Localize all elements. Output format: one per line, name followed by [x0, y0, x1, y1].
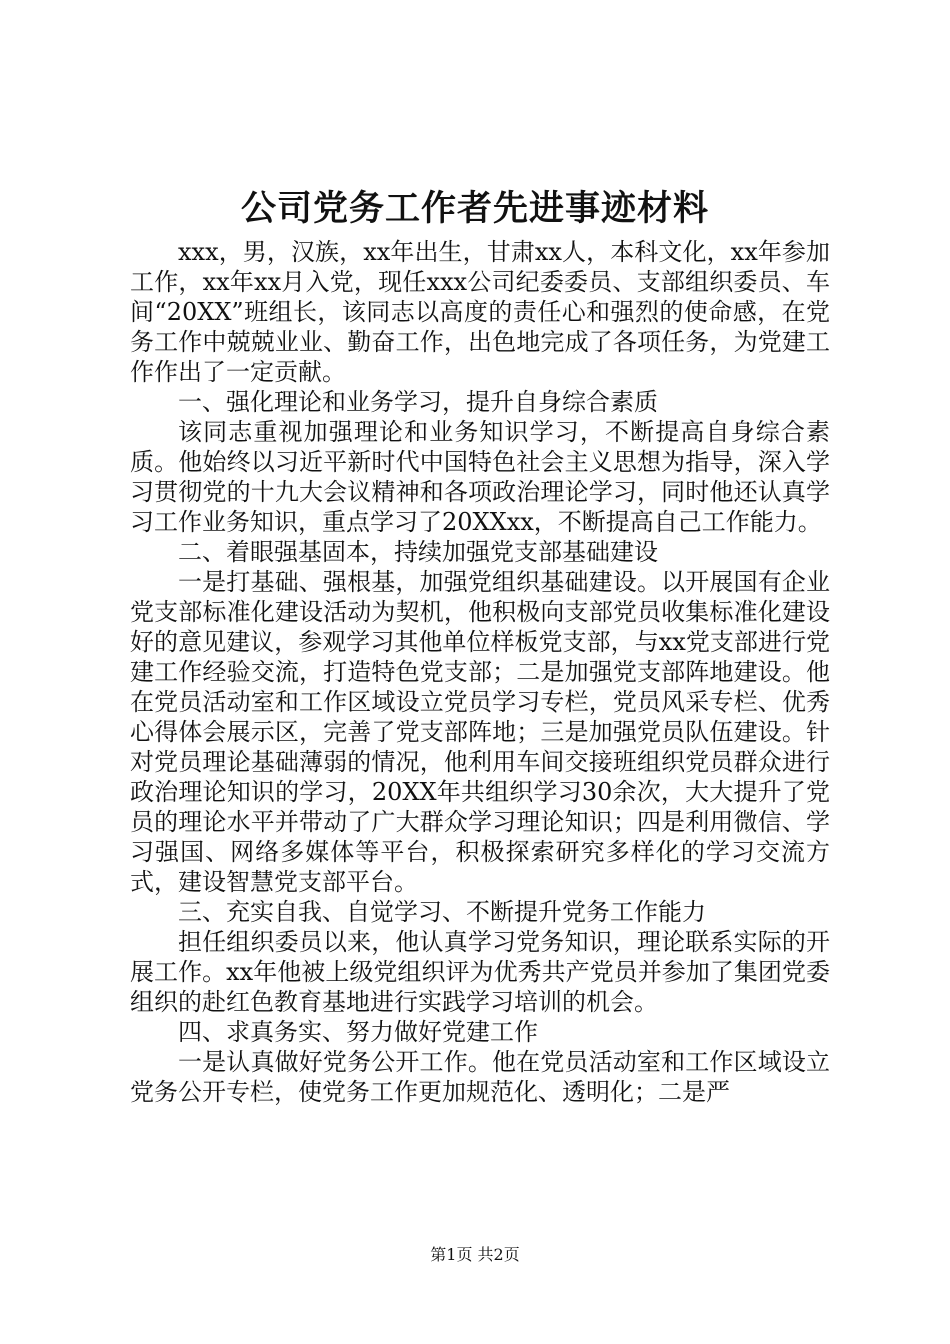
section-heading-3: 三、充实自我、自觉学习、不断提升党务工作能力	[178, 898, 706, 926]
paragraph-section-3: 担任组织委员以来，他认真学习党务知识，理论联系实际的开展工作。xx年他被上级党组织评为优秀共产党员并参加了集团党委组织的赴红色教育基地进行实践学习培训的机会。	[130, 928, 830, 1016]
paragraph-intro: xxx，男，汉族，xx年出生，甘肃xx人，本科文化，xx年参加工作，xx年xx月入党，现任xxx公司纪委委员、支部组织委员、车间“20XX”班组长，该同志以高度的责任心和强烈的使命感，在党务工作中兢兢业业、勤奋工作，出色地完成了各项任务，为党建工作作出了一定贡献。	[130, 238, 830, 386]
section-heading-4: 四、求真务实、努力做好党建工作	[178, 1018, 538, 1046]
paragraph-section-2: 一是打基础、强根基，加强党组织基础建设。以开展国有企业党支部标准化建设活动为契机，他积极向支部党员收集标准化建设好的意见建议，参观学习其他单位样板党支部，与xx党支部进行党建工作经验交流，打造特色党支部；二是加强党支部阵地建设。他在党员活动室和工作区域设立党员学习专栏，党员风采专栏、优秀心得体会展示区，完善了党支部阵地；三是加强党员队伍建设。针对党员理论基础薄弱的情况，他利用车间交接班组织党员群众进行政治理论知识的学习，20XX年共组织学习30余次，大大提升了党员的理论水平并带动了广大群众学习理论知识；四是利用微信、学习强国、网络多媒体等平台，积极探索研究多样化的学习交流方式，建设智慧党支部平台。	[130, 568, 830, 896]
page-footer	[0, 1243, 950, 1267]
page-number: 第1页	[430, 1245, 473, 1264]
section-heading-2: 二、着眼强基固本，持续加强党支部基础建设	[178, 538, 658, 566]
page-total: 共2页	[477, 1245, 520, 1264]
section-heading-1: 一、强化理论和业务学习，提升自身综合素质	[178, 388, 658, 416]
document-title: 公司党务工作者先进事迹材料	[240, 188, 709, 229]
paragraph-section-1: 该同志重视加强理论和业务知识学习，不断提高自身综合素质。他始终以习近平新时代中国特色社会主义思想为指导，深入学习贯彻党的十九大会议精神和各项政治理论学习，同时他还认真学习工作业务知识，重点学习了20XXxx，不断提高自己工作能力。	[130, 418, 830, 536]
document-body	[130, 237, 830, 1107]
paragraph-section-4: 一是认真做好党务公开工作。他在党员活动室和工作区域设立党务公开专栏，使党务工作更加规范化、透明化；二是严	[130, 1048, 830, 1106]
